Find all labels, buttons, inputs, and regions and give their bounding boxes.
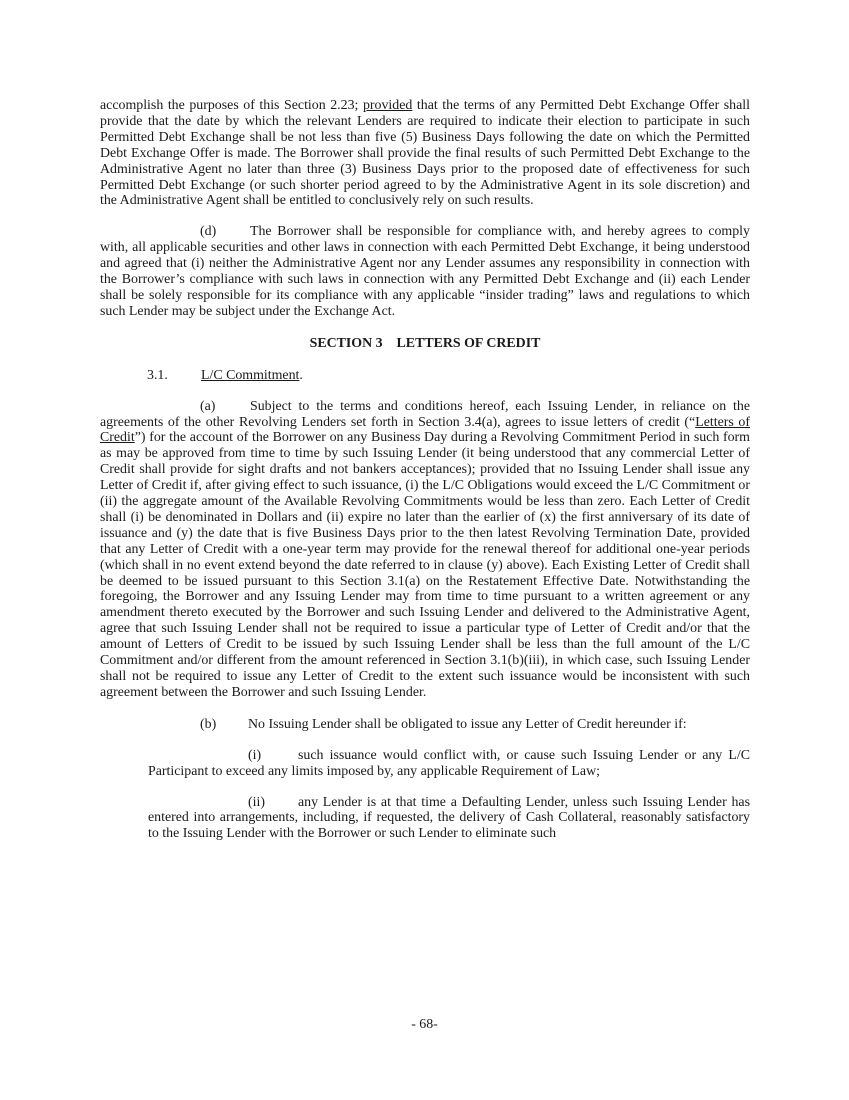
section-heading <box>100 336 750 352</box>
document-page <box>100 98 750 842</box>
paragraph-text: The Borrower shall be responsible for compliance with, and hereby agrees to comply with, all applicable securities and other laws in connection with each Permitted Debt Exchange, it being understood and agreed that (i) neither the Administrative Agent nor any Lender assumes any responsibility in connection with the Borrower’s compliance with such laws in connection with any Permitted Debt Exchange and (ii) each Lender shall be solely responsible for its compliance with any applicable “insider trading” laws and regulations to which such Lender may be subject under the Exchange Act. <box>100 224 750 319</box>
clause-label: (d) <box>200 224 217 240</box>
provided-term: provided <box>362 98 413 113</box>
item-i <box>100 748 750 780</box>
paragraph-b <box>100 717 750 733</box>
paragraph-text: such issuance would conflict with, or cause such Issuing Lender or any L/C Participant to exceed any limits imposed by, any applicable Requirement of Law; <box>148 747 750 779</box>
paragraph-text: accomplish the purposes of this Section 2.23; <box>100 98 363 113</box>
paragraph-text: Subject to the terms and conditions hereof, each Issuing Lender, in reliance on the agreements of the other Revolving Lenders set forth in Section 3.4(a), agrees to issue letters of credit (“ <box>100 398 750 430</box>
subsection-period: . <box>299 367 303 383</box>
clause-label: (b) <box>200 716 217 732</box>
section-number: SECTION 3 <box>309 335 383 351</box>
paragraph-text: No Issuing Lender shall be obligated to issue any Letter of Credit hereunder if: <box>248 716 687 732</box>
clause-label: (a) <box>200 398 216 414</box>
paragraph-d <box>100 224 750 319</box>
clause-label: (i) <box>248 747 262 763</box>
subsection-heading <box>100 368 750 384</box>
clause-label: (ii) <box>248 794 265 810</box>
paragraph-continuation <box>100 98 750 209</box>
defined-term: Letters of Credit <box>100 414 750 446</box>
paragraph-text: ”) for the account of the Borrower on any Business Day during a Revolving Commitment Period in such form as may be approved from time to time by such Issuing Lender (it being understood that any commercial Letter of Credit shall provide for sight drafts and not bankers acceptances); provided that no Issuing Lender shall issue any Letter of Credit if, after giving effect to such issuance, (i) the L/C Obligations would exceed the L/C Commitment or (ii) the aggregate amount of the Available Revolving Commitments would be less than zero. Each Letter of Credit shall (i) be denominated in Dollars and (ii) expire no later than the earlier of (x) the first anniversary of its date of issuance and (y) the date that is five Business Days prior to the then latest Revolving Termination Date, provided that any Letter of Credit with a one-year term may provide for the renewal thereof for additional one-year periods (which shall in no event extend beyond the date referred to in clause (y) above). Each Existing Letter of Credit shall be deemed to be issued pursuant to this Section 3.1(a) on the Restatement Effective Date. Notwithstanding the foregoing, the Borrower and any Issuing Lender may from time to time pursuant to a written agreement or any amendment thereto executed by the Borrower and such Issuing Lender and delivered to the Administrative Agent, agree that such Issuing Lender shall not be required to issue a particular type of Letter of Credit and/or that the amount of Letters of Credit to be issued by such Issuing Lender shall be less than the full amount of the L/C Commitment and/or different from the amount referenced in Section 3.1(b)(iii), in which case, such Issuing Lender shall not be required to issue any Letter of Credit to the extent such issuance would be inconsistent with such agreement between the Borrower and such Issuing Lender. <box>100 430 750 700</box>
item-ii <box>100 795 750 843</box>
paragraph-text: any Lender is at that time a Defaulting Lender, unless such Issuing Lender has entered into arrangements, including, if requested, the delivery of Cash Collateral, reasonably satisfactory to the Issuing Lender with the Borrower or such Lender to eliminate such <box>148 794 750 842</box>
subsection-number: 3.1. <box>147 367 168 383</box>
paragraph-text: that the terms of any Permitted Debt Exchange Offer shall provide that the date by which the relevant Lenders are required to indicate their election to participate in such Permitted Debt Exchange shall be not less than five (5) Business Days following the date on which the Permitted Debt Exchange Offer is made. The Borrower shall provide the final results of such Permitted Debt Exchange to the Administrative Agent no later than three (3) Business Days prior to the proposed date of effectiveness for such Permitted Debt Exchange (or such shorter period agreed to by the Administrative Agent in its sole discretion) and the Administrative Agent shall be entitled to conclusively rely on such results. <box>100 98 751 209</box>
paragraph-a <box>100 399 750 701</box>
section-title: LETTERS OF CREDIT <box>396 335 541 351</box>
page-number: - 68- <box>411 1017 438 1032</box>
subsection-title: L/C Commitment <box>201 367 300 383</box>
